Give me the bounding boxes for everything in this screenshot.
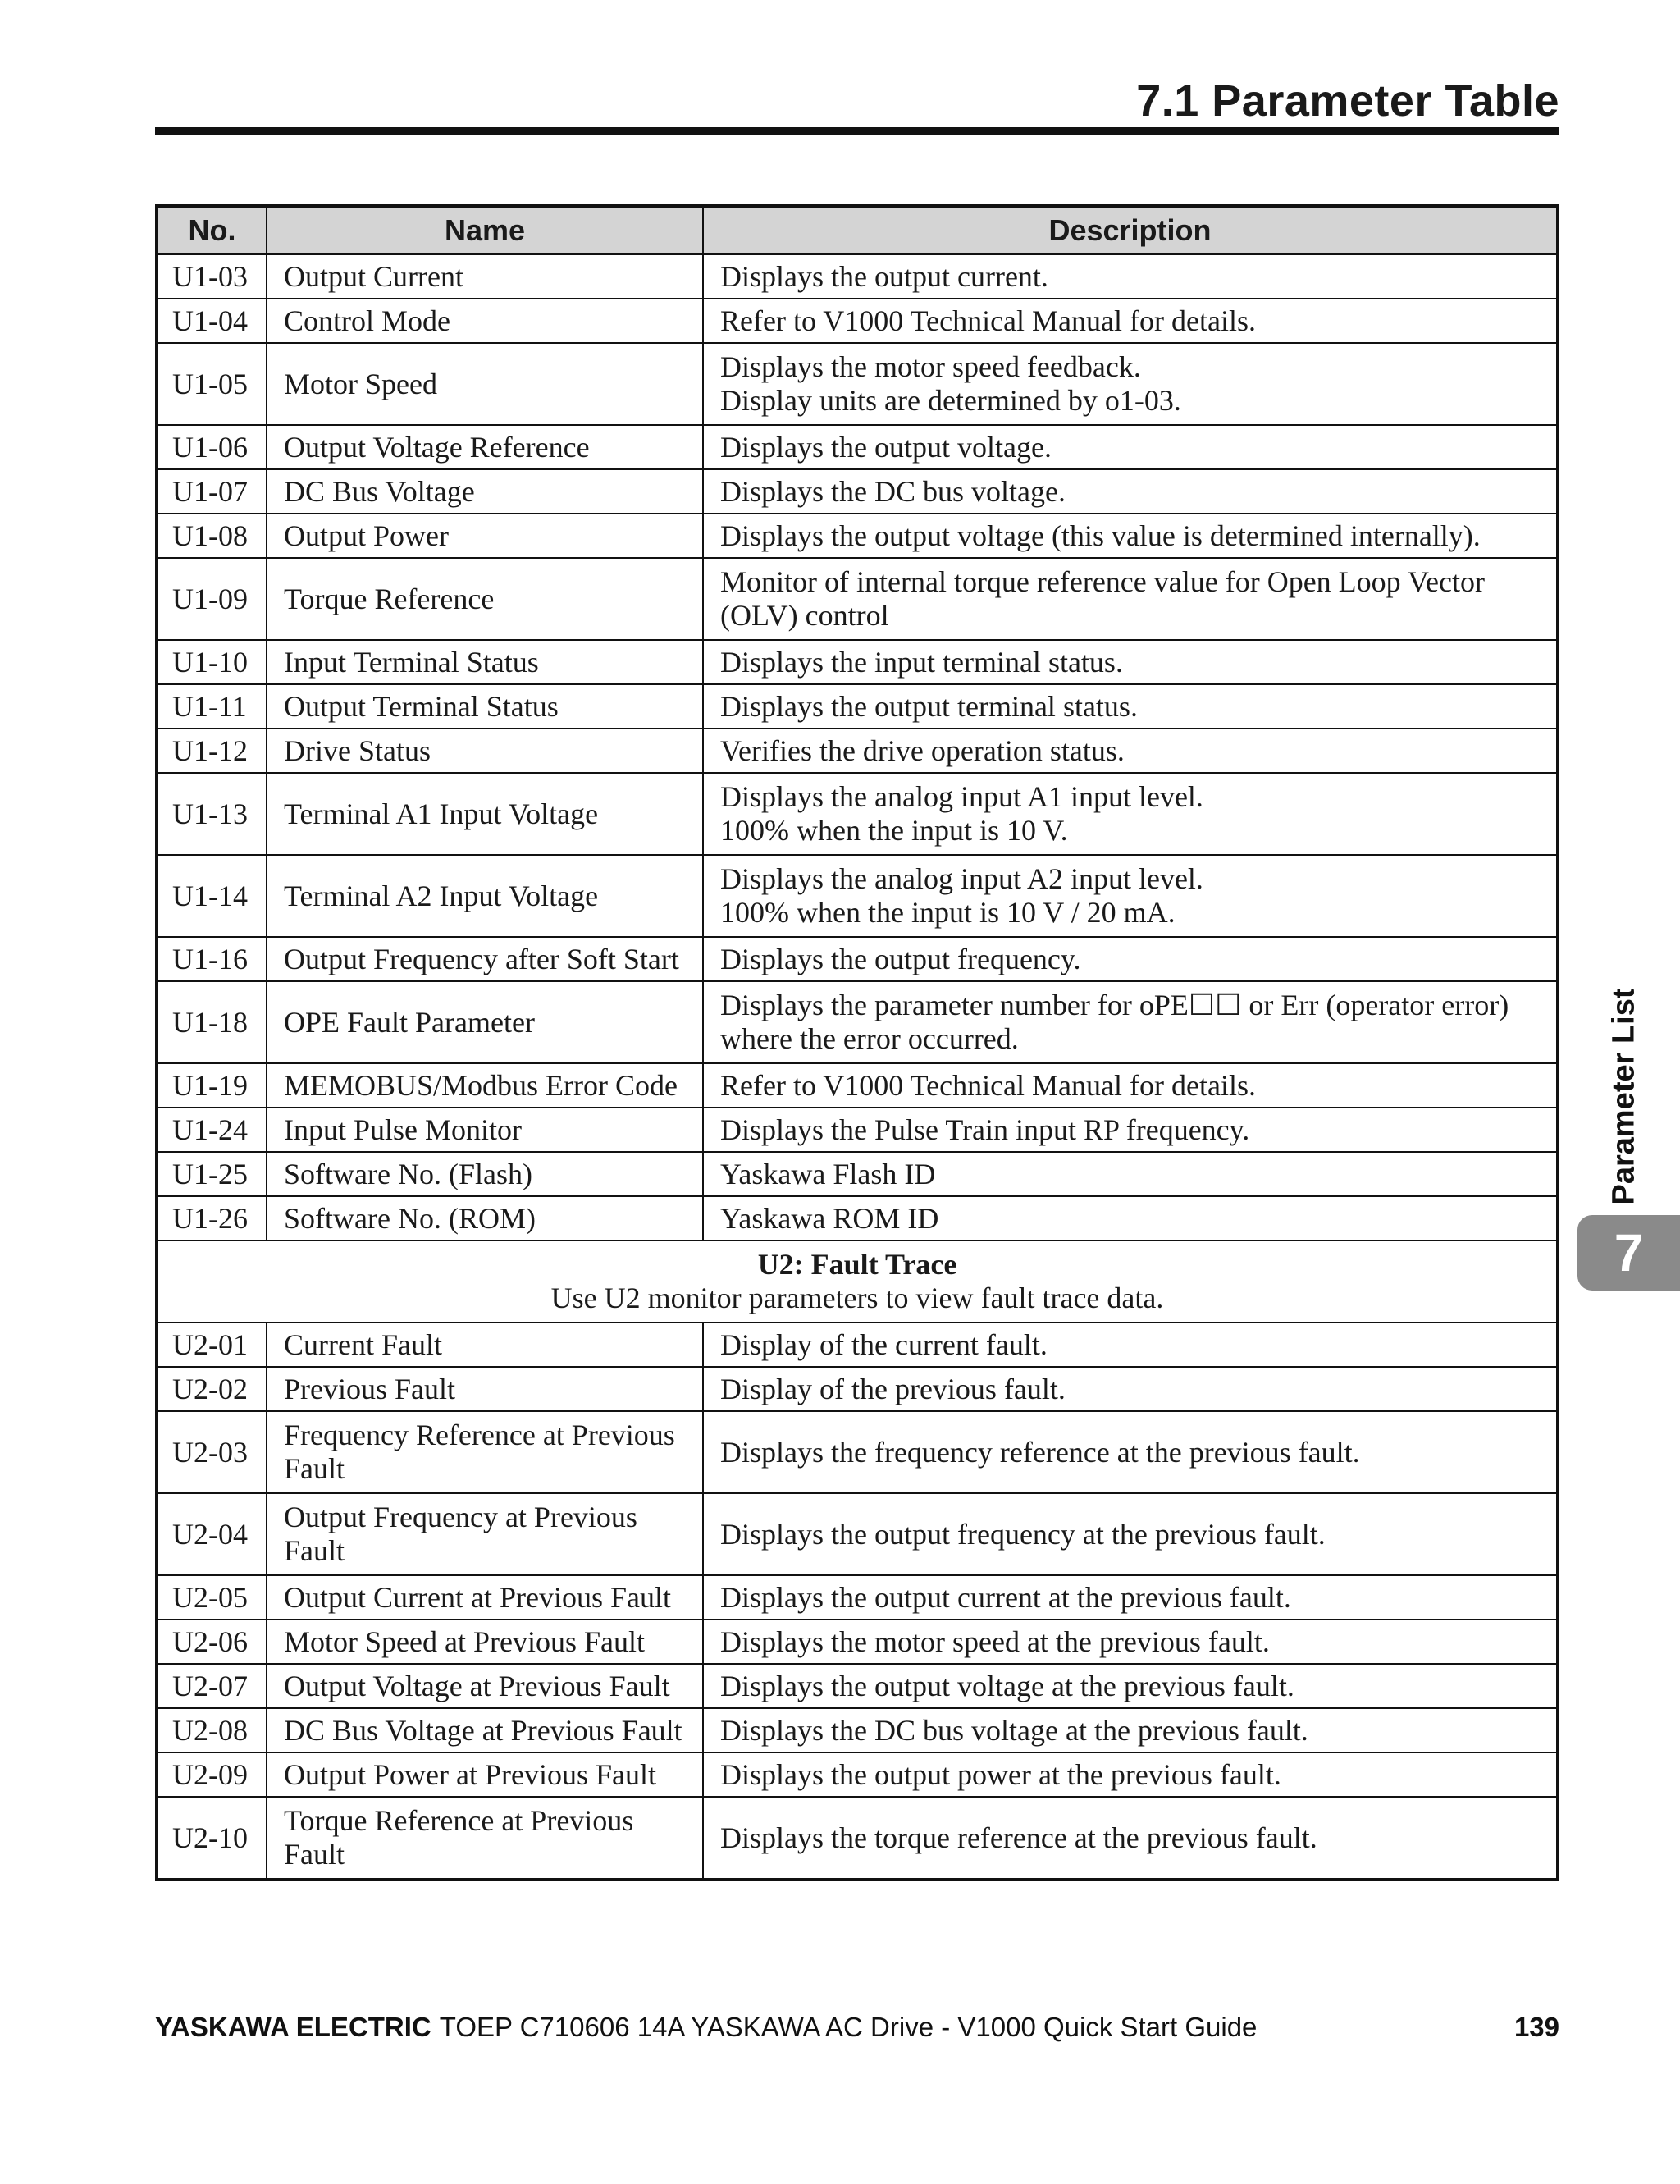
table-row (157, 1367, 1558, 1411)
parameter-description: Displays the DC bus voltage at the previous fault. (703, 1708, 1558, 1752)
parameter-number: U2-08 (157, 1708, 267, 1752)
name-line: Output Current at Previous Fault (284, 1580, 671, 1614)
side-section-label-text: Parameter List (1606, 988, 1641, 1205)
parameter-description: Displays the motor speed at the previous fault. (703, 1620, 1558, 1664)
name-line: Fault (284, 1452, 345, 1485)
parameter-description (703, 299, 1558, 343)
parameter-description (703, 558, 1558, 640)
parameter-name (267, 1575, 703, 1620)
table-row (157, 684, 1558, 729)
description-line: Displays the motor speed feedback. (720, 350, 1141, 383)
table-row (157, 1708, 1558, 1752)
table-row (157, 1108, 1558, 1152)
description-line: Yaskawa Flash ID (720, 1157, 936, 1190)
column-header-name: Name (267, 206, 703, 254)
description-line: Display units are determined by o1-03. (720, 384, 1181, 417)
table-header-row (157, 206, 1558, 254)
table-row (157, 1323, 1558, 1367)
parameter-name: Software No. (ROM) (267, 1196, 703, 1240)
parameter-number: U1-09 (157, 558, 267, 640)
name-line: Output Voltage at Previous Fault (284, 1669, 670, 1702)
table-row (157, 558, 1558, 640)
description-line: Refer to V1000 Technical Manual for details. (720, 304, 1256, 337)
parameter-name (267, 1620, 703, 1664)
description-line: Displays the output voltage (this value is determined internally). (720, 519, 1481, 552)
parameter-name (267, 1664, 703, 1708)
description-line: (OLV) control (720, 599, 889, 632)
parameter-number: U1-04 (157, 299, 267, 343)
table-row (157, 425, 1558, 469)
table-body (157, 254, 1558, 1880)
description-line: Displays the DC bus voltage. (720, 474, 1066, 508)
parameter-number: U1-25 (157, 1152, 267, 1196)
table-row (157, 1411, 1558, 1493)
description-line: Displays the output voltage. (720, 430, 1052, 464)
parameter-name: Drive Status (267, 729, 703, 773)
parameter-description (703, 981, 1558, 1063)
parameter-number: U1-19 (157, 1063, 267, 1108)
parameter-number: U1-10 (157, 640, 267, 684)
table-row (157, 981, 1558, 1063)
footer (155, 2012, 1257, 2043)
parameter-name: Output Current (267, 254, 703, 299)
parameter-name: Software No. (Flash) (267, 1152, 703, 1196)
table-row (157, 1664, 1558, 1708)
parameter-number: U1-14 (157, 855, 267, 937)
parameter-name: Terminal A1 Input Voltage (267, 773, 703, 855)
parameter-description (703, 1152, 1558, 1196)
table-row (157, 299, 1558, 343)
parameter-description: Displays the output frequency at the previous fault. (703, 1493, 1558, 1575)
table-row (157, 1152, 1558, 1196)
parameter-description (703, 425, 1558, 469)
parameter-name: Output Frequency after Soft Start (267, 937, 703, 981)
parameter-description: Displays the output power at the previous fault. (703, 1752, 1558, 1797)
table-row (157, 855, 1558, 937)
parameter-number: U1-03 (157, 254, 267, 299)
parameter-description (703, 1196, 1558, 1240)
description-line: Verifies the drive operation status. (720, 733, 1125, 767)
parameter-table (155, 204, 1559, 1881)
parameter-name: DC Bus Voltage (267, 469, 703, 514)
table-row (157, 937, 1558, 981)
parameter-name: Output Terminal Status (267, 684, 703, 729)
parameter-name (267, 1797, 703, 1880)
table-row (157, 1575, 1558, 1620)
section-note: Use U2 monitor parameters to view fault trace data. (550, 1282, 1164, 1314)
table-row (157, 1063, 1558, 1108)
parameter-number: U1-12 (157, 729, 267, 773)
description-line: Yaskawa ROM ID (720, 1201, 939, 1235)
parameter-number: U2-09 (157, 1752, 267, 1797)
parameter-number: U1-26 (157, 1196, 267, 1240)
parameter-description: Display of the previous fault. (703, 1367, 1558, 1411)
description-line: Displays the output terminal status. (720, 689, 1138, 723)
page-title: 7.1 Parameter Table (1136, 76, 1559, 126)
parameter-number: U1-08 (157, 514, 267, 558)
parameter-number: U1-05 (157, 343, 267, 425)
section-cell (157, 1240, 1558, 1323)
table-row (157, 640, 1558, 684)
parameter-name: Input Terminal Status (267, 640, 703, 684)
parameter-description (703, 855, 1558, 937)
name-line: Current Fault (284, 1327, 442, 1361)
parameter-number: U1-24 (157, 1108, 267, 1152)
title-rule (155, 127, 1559, 135)
column-header-no: No. (157, 206, 267, 254)
table-row (157, 1196, 1558, 1240)
table-row (157, 729, 1558, 773)
column-header-description: Description (703, 206, 1558, 254)
name-line: Output Power at Previous Fault (284, 1757, 656, 1791)
parameter-description (703, 1063, 1558, 1108)
parameter-description (703, 729, 1558, 773)
parameter-description (703, 684, 1558, 729)
section-row (157, 1240, 1558, 1323)
table-row (157, 1752, 1558, 1797)
parameter-description (703, 1108, 1558, 1152)
section-title: U2: Fault Trace (757, 1248, 957, 1281)
parameter-description (703, 514, 1558, 558)
table-row (157, 1493, 1558, 1575)
table-row (157, 1797, 1558, 1880)
name-line: Fault (284, 1838, 345, 1871)
parameter-description (703, 469, 1558, 514)
description-line: Displays the output current. (720, 259, 1048, 293)
table-row (157, 254, 1558, 299)
description-line: Displays the Pulse Train input RP frequency. (720, 1113, 1250, 1146)
parameter-name: Terminal A2 Input Voltage (267, 855, 703, 937)
parameter-description (703, 343, 1558, 425)
parameter-name (267, 1708, 703, 1752)
parameter-description: Displays the frequency reference at the previous fault. (703, 1411, 1558, 1493)
table-row (157, 1620, 1558, 1664)
parameter-number: U1-13 (157, 773, 267, 855)
description-line: 100% when the input is 10 V. (720, 814, 1068, 847)
table-row (157, 343, 1558, 425)
name-line: Motor Speed at Previous Fault (284, 1624, 645, 1658)
parameter-number: U2-05 (157, 1575, 267, 1620)
footer-company: YASKAWA ELECTRIC (155, 2012, 431, 2042)
parameter-number: U2-04 (157, 1493, 267, 1575)
parameter-number: U2-07 (157, 1664, 267, 1708)
table-row (157, 773, 1558, 855)
parameter-name: OPE Fault Parameter (267, 981, 703, 1063)
parameter-description (703, 640, 1558, 684)
parameter-number: U1-06 (157, 425, 267, 469)
description-line: Monitor of internal torque reference value for Open Loop Vector (720, 565, 1485, 598)
parameter-name: Output Voltage Reference (267, 425, 703, 469)
parameter-name: Control Mode (267, 299, 703, 343)
description-line: Displays the output frequency. (720, 942, 1081, 975)
description-line: 100% when the input is 10 V / 20 mA. (720, 896, 1176, 929)
name-line: DC Bus Voltage at Previous Fault (284, 1713, 682, 1747)
description-line: Displays the input terminal status. (720, 645, 1123, 679)
parameter-name: Output Power (267, 514, 703, 558)
description-line: Refer to V1000 Technical Manual for details. (720, 1068, 1256, 1102)
parameter-name (267, 1323, 703, 1367)
parameter-name: Input Pulse Monitor (267, 1108, 703, 1152)
footer-document-title: TOEP C710606 14A YASKAWA AC Drive - V1000 Quick Start Guide (439, 2012, 1258, 2042)
parameter-name (267, 1411, 703, 1493)
parameter-number: U1-11 (157, 684, 267, 729)
parameter-name (267, 1493, 703, 1575)
parameter-description: Displays the output current at the previous fault. (703, 1575, 1558, 1620)
parameter-number: U2-03 (157, 1411, 267, 1493)
parameter-name: Motor Speed (267, 343, 703, 425)
parameter-description (703, 254, 1558, 299)
description-line: where the error occurred. (720, 1022, 1019, 1055)
parameter-description: Displays the output voltage at the previous fault. (703, 1664, 1558, 1708)
description-line: Displays the analog input A1 input level. (720, 780, 1203, 813)
parameter-description: Displays the torque reference at the previous fault. (703, 1797, 1558, 1880)
page-number: 139 (1513, 2012, 1559, 2042)
parameter-description (703, 937, 1558, 981)
table-row (157, 469, 1558, 514)
parameter-number: U2-10 (157, 1797, 267, 1880)
parameter-name (267, 1752, 703, 1797)
chapter-tab: 7 (1577, 1215, 1680, 1291)
parameter-number: U1-16 (157, 937, 267, 981)
parameter-number: U2-01 (157, 1323, 267, 1367)
parameter-description (703, 773, 1558, 855)
parameter-number: U1-07 (157, 469, 267, 514)
name-line: Torque Reference at Previous (284, 1804, 634, 1837)
description-line: Displays the parameter number for oPE☐☐ or Err (operator error) (720, 989, 1509, 1021)
name-line: Output Frequency at Previous (284, 1501, 637, 1533)
parameter-number: U1-18 (157, 981, 267, 1063)
table-row (157, 514, 1558, 558)
parameter-name: MEMOBUS/Modbus Error Code (267, 1063, 703, 1108)
parameter-number: U2-06 (157, 1620, 267, 1664)
name-line: Previous Fault (284, 1372, 456, 1405)
name-line: Fault (284, 1534, 345, 1567)
parameter-name: Torque Reference (267, 558, 703, 640)
parameter-number: U2-02 (157, 1367, 267, 1411)
description-line: Displays the analog input A2 input level. (720, 862, 1203, 895)
name-line: Frequency Reference at Previous (284, 1419, 675, 1451)
side-section-label (1601, 988, 1647, 1205)
parameter-name (267, 1367, 703, 1411)
parameter-description: Display of the current fault. (703, 1323, 1558, 1367)
